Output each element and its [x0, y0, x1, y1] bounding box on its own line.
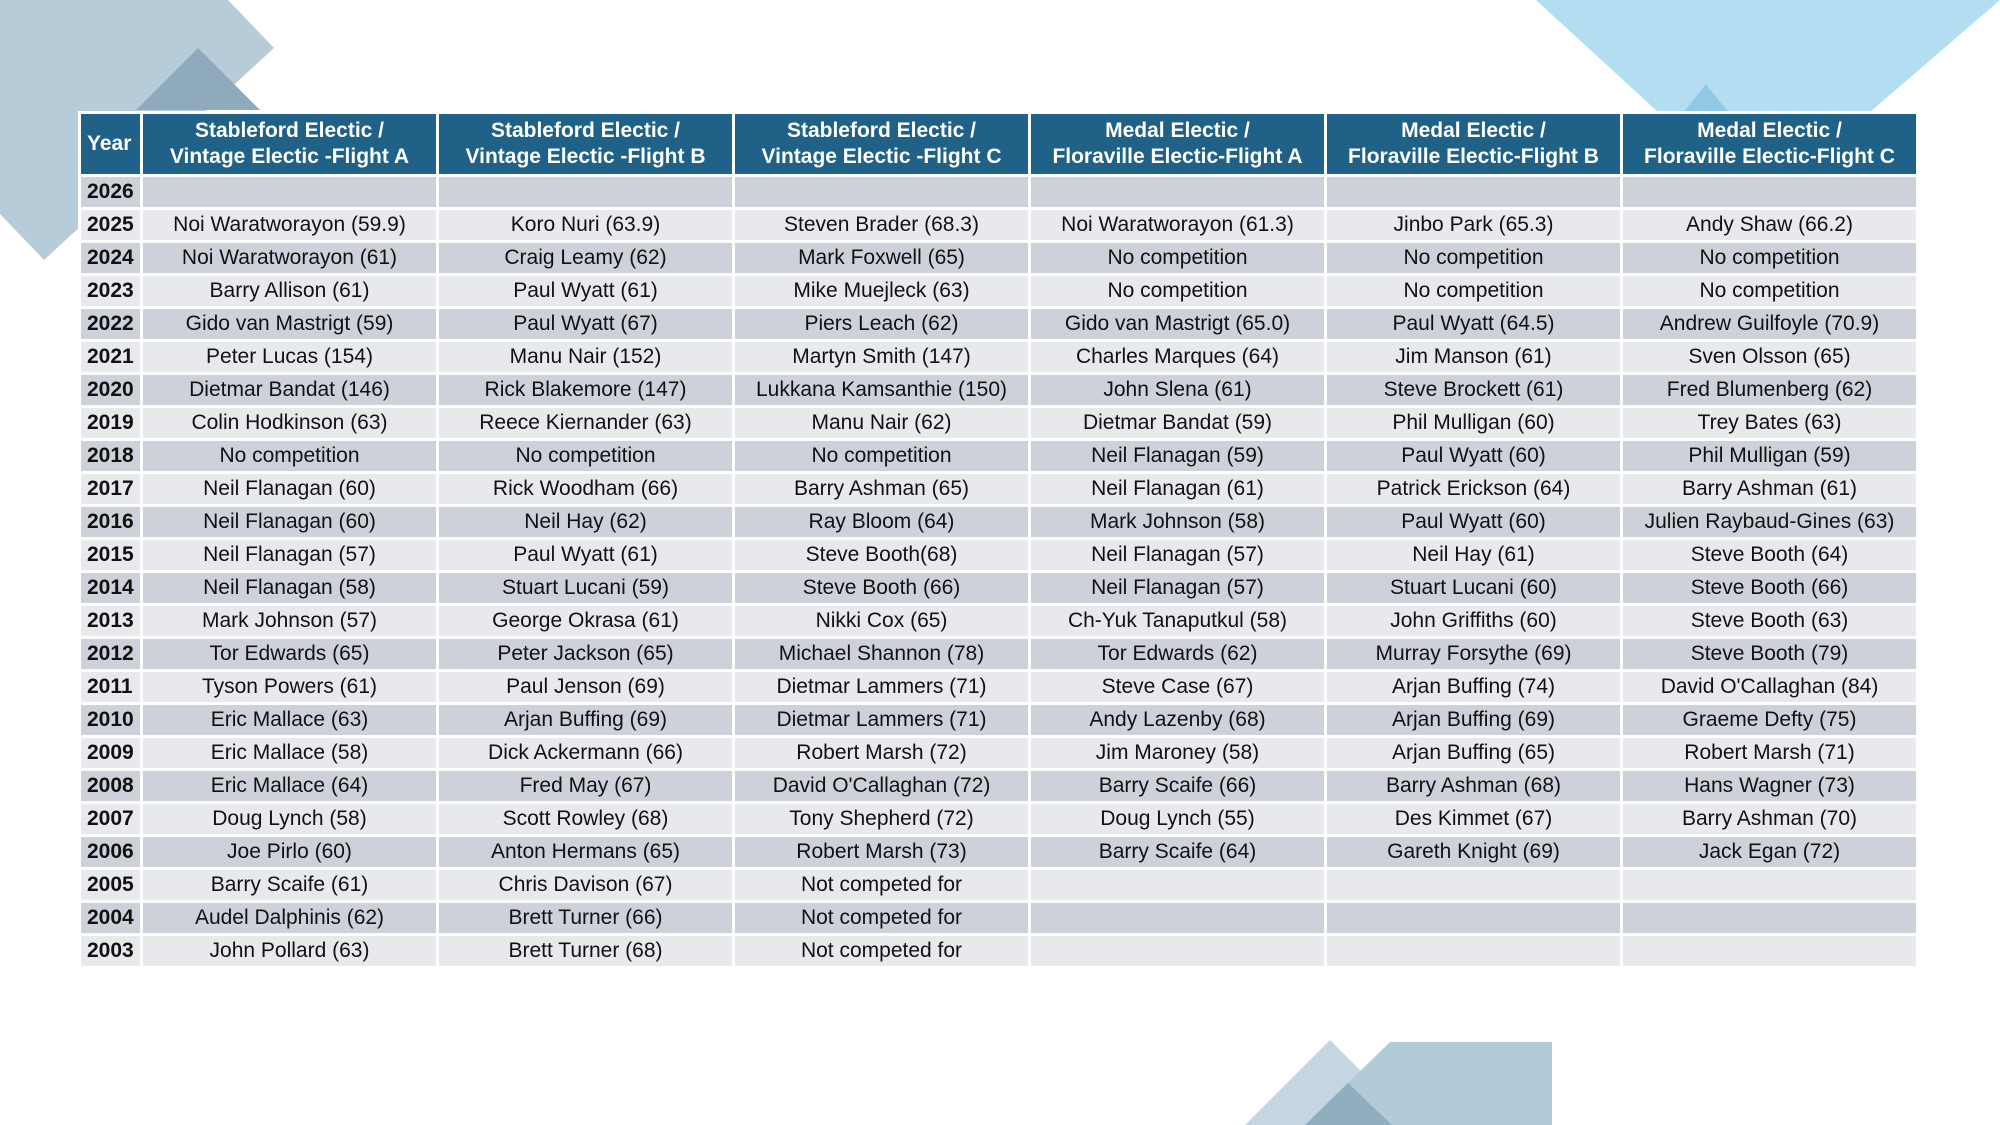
- deco-shape-top-right: [1536, 0, 2000, 112]
- winner-cell: [1622, 935, 1918, 968]
- winner-cell: Joe Pirlo (60): [142, 836, 438, 869]
- year-cell: 2004: [80, 902, 142, 935]
- winner-cell: Steve Booth (64): [1622, 539, 1918, 572]
- winner-cell: David O'Callaghan (72): [734, 770, 1030, 803]
- column-header: [1030, 113, 1326, 176]
- year-cell: 2013: [80, 605, 142, 638]
- winner-cell: Anton Hermans (65): [438, 836, 734, 869]
- winner-cell: Peter Lucas (154): [142, 341, 438, 374]
- year-cell: 2005: [80, 869, 142, 902]
- winner-cell: [1326, 869, 1622, 902]
- winner-cell: [142, 176, 438, 209]
- winner-cell: Neil Flanagan (57): [1030, 572, 1326, 605]
- winner-cell: Manu Nair (62): [734, 407, 1030, 440]
- winner-cell: Tor Edwards (62): [1030, 638, 1326, 671]
- winner-cell: [438, 176, 734, 209]
- column-header-line: Stableford Electic /: [490, 119, 681, 142]
- table-row: [80, 803, 1918, 836]
- winner-cell: Neil Flanagan (59): [1030, 440, 1326, 473]
- table-row: [80, 902, 1918, 935]
- column-header-line: Stableford Electic /: [194, 119, 385, 142]
- winner-cell: Trey Bates (63): [1622, 407, 1918, 440]
- winner-cell: Steve Booth (66): [1622, 572, 1918, 605]
- year-cell: 2025: [80, 209, 142, 242]
- winner-cell: No competition: [1326, 242, 1622, 275]
- year-cell: 2007: [80, 803, 142, 836]
- winner-cell: Steve Booth (63): [1622, 605, 1918, 638]
- winner-cell: George Okrasa (61): [438, 605, 734, 638]
- winner-cell: Arjan Buffing (69): [1326, 704, 1622, 737]
- winner-cell: Steve Case (67): [1030, 671, 1326, 704]
- winner-cell: No competition: [1622, 275, 1918, 308]
- winner-cell: [1030, 176, 1326, 209]
- table-row: [80, 209, 1918, 242]
- winner-cell: Rick Woodham (66): [438, 473, 734, 506]
- table-row: [80, 539, 1918, 572]
- winner-cell: Nikki Cox (65): [734, 605, 1030, 638]
- winner-cell: Arjan Buffing (69): [438, 704, 734, 737]
- winner-cell: Stuart Lucani (60): [1326, 572, 1622, 605]
- year-cell: 2012: [80, 638, 142, 671]
- table-row: [80, 176, 1918, 209]
- table-row: [80, 770, 1918, 803]
- table-row: [80, 440, 1918, 473]
- winner-cell: Ray Bloom (64): [734, 506, 1030, 539]
- winner-cell: Mark Johnson (58): [1030, 506, 1326, 539]
- year-cell: 2022: [80, 308, 142, 341]
- winner-cell: Reece Kiernander (63): [438, 407, 734, 440]
- winner-cell: Sven Olsson (65): [1622, 341, 1918, 374]
- column-header-line: Medal Electic /: [1401, 119, 1546, 142]
- winner-cell: Piers Leach (62): [734, 308, 1030, 341]
- winner-cell: No competition: [1030, 275, 1326, 308]
- winner-cell: Eric Mallace (64): [142, 770, 438, 803]
- results-table: [78, 111, 1919, 969]
- column-header-line: Medal Electic /: [1105, 119, 1250, 142]
- winner-cell: Barry Scaife (66): [1030, 770, 1326, 803]
- winner-cell: [734, 176, 1030, 209]
- column-header-line: Medal Electic /: [1697, 119, 1842, 142]
- winner-cell: [1030, 869, 1326, 902]
- winner-cell: Steve Booth (66): [734, 572, 1030, 605]
- column-header: [142, 113, 438, 176]
- winner-cell: John Slena (61): [1030, 374, 1326, 407]
- winner-cell: Andy Shaw (66.2): [1622, 209, 1918, 242]
- winner-cell: Barry Allison (61): [142, 275, 438, 308]
- winner-cell: Eric Mallace (63): [142, 704, 438, 737]
- winner-cell: Tor Edwards (65): [142, 638, 438, 671]
- winner-cell: Eric Mallace (58): [142, 737, 438, 770]
- winner-cell: Phil Mulligan (59): [1622, 440, 1918, 473]
- winner-cell: Murray Forsythe (69): [1326, 638, 1622, 671]
- winner-cell: Neil Flanagan (61): [1030, 473, 1326, 506]
- winner-cell: Mark Foxwell (65): [734, 242, 1030, 275]
- winner-cell: Andrew Guilfoyle (70.9): [1622, 308, 1918, 341]
- column-header: [438, 113, 734, 176]
- winner-cell: Not competed for: [734, 935, 1030, 968]
- winner-cell: Paul Wyatt (61): [438, 275, 734, 308]
- winner-cell: David O'Callaghan (84): [1622, 671, 1918, 704]
- table-row: [80, 869, 1918, 902]
- winner-cell: No competition: [1030, 242, 1326, 275]
- winner-cell: Jack Egan (72): [1622, 836, 1918, 869]
- winner-cell: Noi Waratworayon (61.3): [1030, 209, 1326, 242]
- table-row: [80, 242, 1918, 275]
- table-row: [80, 341, 1918, 374]
- year-cell: 2017: [80, 473, 142, 506]
- winner-cell: Des Kimmet (67): [1326, 803, 1622, 836]
- winner-cell: [1622, 176, 1918, 209]
- winner-cell: Noi Waratworayon (59.9): [142, 209, 438, 242]
- winner-cell: Paul Jenson (69): [438, 671, 734, 704]
- winner-cell: Patrick Erickson (64): [1326, 473, 1622, 506]
- winner-cell: Doug Lynch (58): [142, 803, 438, 836]
- winner-cell: Barry Ashman (70): [1622, 803, 1918, 836]
- winner-cell: [1030, 935, 1326, 968]
- table-row: [80, 704, 1918, 737]
- winner-cell: Mark Johnson (57): [142, 605, 438, 638]
- winner-cell: Paul Wyatt (67): [438, 308, 734, 341]
- winner-cell: Gido van Mastrigt (65.0): [1030, 308, 1326, 341]
- year-cell: 2015: [80, 539, 142, 572]
- winner-cell: No competition: [438, 440, 734, 473]
- winner-cell: Ch-Yuk Tanaputkul (58): [1030, 605, 1326, 638]
- winner-cell: Scott Rowley (68): [438, 803, 734, 836]
- winner-cell: Robert Marsh (71): [1622, 737, 1918, 770]
- winner-cell: Neil Hay (62): [438, 506, 734, 539]
- table-row: [80, 671, 1918, 704]
- column-header-line: Floraville Electic-Flight C: [1644, 145, 1895, 168]
- winner-cell: Steve Booth (79): [1622, 638, 1918, 671]
- winner-cell: Gido van Mastrigt (59): [142, 308, 438, 341]
- winner-cell: Manu Nair (152): [438, 341, 734, 374]
- winner-cell: No competition: [734, 440, 1030, 473]
- table-row: [80, 506, 1918, 539]
- winner-cell: Doug Lynch (55): [1030, 803, 1326, 836]
- winner-cell: Lukkana Kamsanthie (150): [734, 374, 1030, 407]
- winner-cell: Arjan Buffing (65): [1326, 737, 1622, 770]
- winner-cell: Fred Blumenberg (62): [1622, 374, 1918, 407]
- winner-cell: [1326, 935, 1622, 968]
- winner-cell: Barry Ashman (65): [734, 473, 1030, 506]
- winner-cell: Gareth Knight (69): [1326, 836, 1622, 869]
- column-header-line: Vintage Electic -Flight C: [761, 145, 1002, 168]
- winner-cell: Koro Nuri (63.9): [438, 209, 734, 242]
- winner-cell: Not competed for: [734, 902, 1030, 935]
- table-row: [80, 935, 1918, 968]
- year-cell: 2014: [80, 572, 142, 605]
- table-row: [80, 572, 1918, 605]
- winner-cell: [1622, 869, 1918, 902]
- winner-cell: Jim Manson (61): [1326, 341, 1622, 374]
- column-header-line: Floraville Electic-Flight B: [1348, 145, 1599, 168]
- year-column-header: Year: [80, 113, 142, 176]
- winner-cell: Neil Flanagan (60): [142, 473, 438, 506]
- header-row: [80, 113, 1918, 176]
- winner-cell: Stuart Lucani (59): [438, 572, 734, 605]
- column-header: [1326, 113, 1622, 176]
- winner-cell: Dick Ackermann (66): [438, 737, 734, 770]
- column-header-line: Stableford Electic /: [786, 119, 977, 142]
- table-row: [80, 638, 1918, 671]
- winner-cell: Paul Wyatt (60): [1326, 440, 1622, 473]
- winner-cell: Dietmar Bandat (59): [1030, 407, 1326, 440]
- winner-cell: No competition: [1622, 242, 1918, 275]
- table-row: [80, 407, 1918, 440]
- year-cell: 2016: [80, 506, 142, 539]
- winner-cell: Peter Jackson (65): [438, 638, 734, 671]
- winner-cell: Arjan Buffing (74): [1326, 671, 1622, 704]
- year-cell: 2009: [80, 737, 142, 770]
- winner-cell: Michael Shannon (78): [734, 638, 1030, 671]
- winner-cell: Dietmar Bandat (146): [142, 374, 438, 407]
- year-cell: 2010: [80, 704, 142, 737]
- winner-cell: Barry Scaife (64): [1030, 836, 1326, 869]
- winner-cell: Graeme Defty (75): [1622, 704, 1918, 737]
- winner-cell: Dietmar Lammers (71): [734, 671, 1030, 704]
- winner-cell: Rick Blakemore (147): [438, 374, 734, 407]
- winner-cell: Julien Raybaud-Gines (63): [1622, 506, 1918, 539]
- winner-cell: Fred May (67): [438, 770, 734, 803]
- winner-cell: Paul Wyatt (60): [1326, 506, 1622, 539]
- winner-cell: [1326, 176, 1622, 209]
- winner-cell: Mike Muejleck (63): [734, 275, 1030, 308]
- column-header-line: Floraville Electic-Flight A: [1052, 145, 1303, 168]
- winner-cell: Tony Shepherd (72): [734, 803, 1030, 836]
- year-cell: 2019: [80, 407, 142, 440]
- winner-cell: Brett Turner (68): [438, 935, 734, 968]
- table-row: [80, 374, 1918, 407]
- winner-cell: Barry Ashman (68): [1326, 770, 1622, 803]
- winner-cell: Robert Marsh (73): [734, 836, 1030, 869]
- winner-cell: Charles Marques (64): [1030, 341, 1326, 374]
- winner-cell: Martyn Smith (147): [734, 341, 1030, 374]
- table-row: [80, 836, 1918, 869]
- column-header-line: Vintage Electic -Flight A: [169, 145, 410, 168]
- winner-cell: Brett Turner (66): [438, 902, 734, 935]
- winner-cell: Andy Lazenby (68): [1030, 704, 1326, 737]
- year-cell: 2003: [80, 935, 142, 968]
- winner-cell: Steven Brader (68.3): [734, 209, 1030, 242]
- winner-cell: Colin Hodkinson (63): [142, 407, 438, 440]
- year-cell: 2008: [80, 770, 142, 803]
- winner-cell: Not competed for: [734, 869, 1030, 902]
- table-row: [80, 605, 1918, 638]
- year-cell: 2026: [80, 176, 142, 209]
- year-cell: 2006: [80, 836, 142, 869]
- results-body: [80, 176, 1918, 968]
- winner-cell: Noi Waratworayon (61): [142, 242, 438, 275]
- winner-cell: Jinbo Park (65.3): [1326, 209, 1622, 242]
- winner-cell: Neil Flanagan (57): [142, 539, 438, 572]
- winner-cell: No competition: [142, 440, 438, 473]
- column-header: [1622, 113, 1918, 176]
- winner-cell: No competition: [1326, 275, 1622, 308]
- year-cell: 2021: [80, 341, 142, 374]
- winner-cell: [1622, 902, 1918, 935]
- winner-cell: Steve Brockett (61): [1326, 374, 1622, 407]
- table-row: [80, 308, 1918, 341]
- winner-cell: Phil Mulligan (60): [1326, 407, 1622, 440]
- winner-cell: Hans Wagner (73): [1622, 770, 1918, 803]
- winner-cell: Tyson Powers (61): [142, 671, 438, 704]
- winner-cell: Craig Leamy (62): [438, 242, 734, 275]
- winner-cell: Steve Booth(68): [734, 539, 1030, 572]
- column-header-line: Vintage Electic -Flight B: [465, 145, 706, 168]
- table-row: [80, 275, 1918, 308]
- winner-cell: Neil Flanagan (57): [1030, 539, 1326, 572]
- table-row: [80, 473, 1918, 506]
- winner-cell: [1326, 902, 1622, 935]
- winner-cell: Robert Marsh (72): [734, 737, 1030, 770]
- winner-cell: [1030, 902, 1326, 935]
- year-cell: 2020: [80, 374, 142, 407]
- winner-cell: John Pollard (63): [142, 935, 438, 968]
- winner-cell: Neil Flanagan (60): [142, 506, 438, 539]
- year-cell: 2018: [80, 440, 142, 473]
- winner-cell: John Griffiths (60): [1326, 605, 1622, 638]
- year-cell: 2023: [80, 275, 142, 308]
- year-cell: 2011: [80, 671, 142, 704]
- winner-cell: Paul Wyatt (64.5): [1326, 308, 1622, 341]
- winner-cell: Neil Flanagan (58): [142, 572, 438, 605]
- winner-cell: Dietmar Lammers (71): [734, 704, 1030, 737]
- winner-cell: Audel Dalphinis (62): [142, 902, 438, 935]
- table-row: [80, 737, 1918, 770]
- winner-cell: Paul Wyatt (61): [438, 539, 734, 572]
- winner-cell: Jim Maroney (58): [1030, 737, 1326, 770]
- winner-cell: Chris Davison (67): [438, 869, 734, 902]
- year-cell: 2024: [80, 242, 142, 275]
- winner-cell: Barry Ashman (61): [1622, 473, 1918, 506]
- column-header: [734, 113, 1030, 176]
- winner-cell: Barry Scaife (61): [142, 869, 438, 902]
- winner-cell: Neil Hay (61): [1326, 539, 1622, 572]
